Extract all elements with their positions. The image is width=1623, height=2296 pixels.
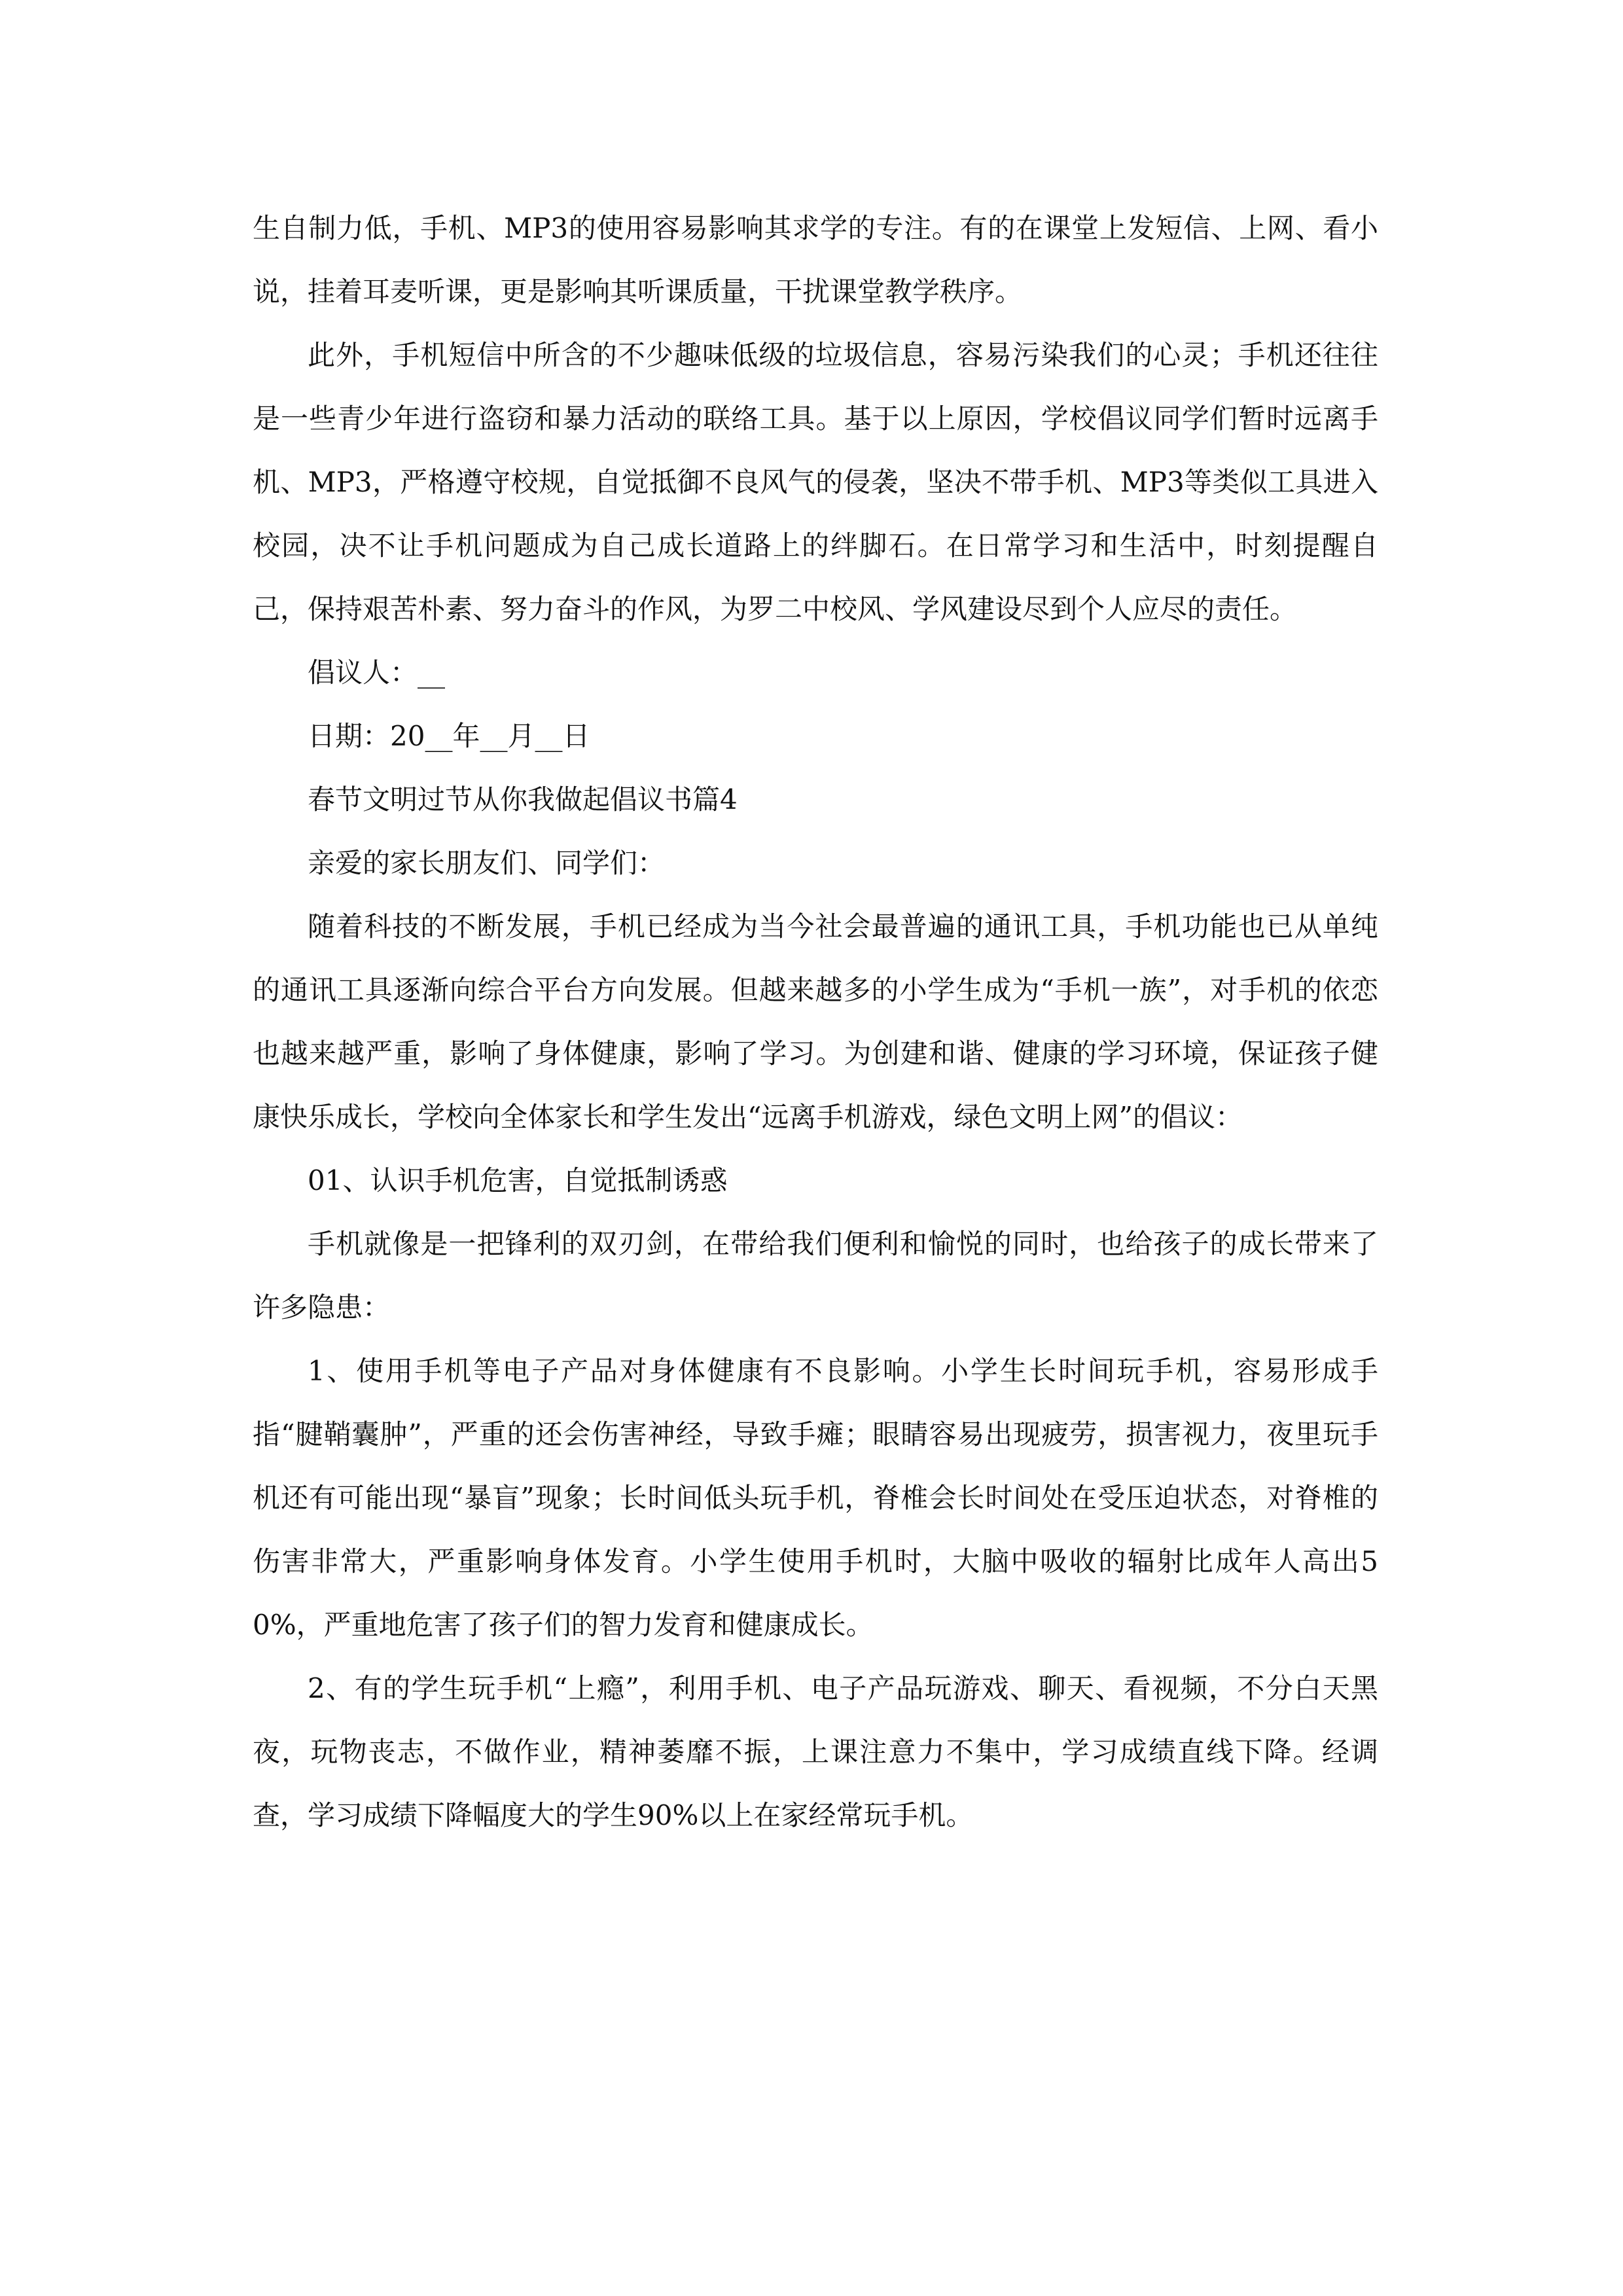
list-paragraph: 2、有的学生玩手机“上瘾”，利用手机、电子产品玩游戏、聊天、看视频，不分白天黑夜，玩物丧志，不做作业，精神萎靡不振，上课注意力不集中，学习成绩直线下降。经调查，学习成绩下降幅度大的学生90%以上在家经常玩手机。 — [253, 1672, 1378, 1831]
paragraph: 手机就像是一把锋利的双刃剑，在带给我们便利和愉悦的同时，也给孩子的成长带来了许多隐患： — [253, 1228, 1378, 1323]
salutation: 亲爱的家长朋友们、同学们： — [308, 847, 666, 879]
document-body — [253, 196, 1378, 1847]
subheading: 01、认识手机危害，自觉抵制诱惑 — [308, 1164, 728, 1196]
date-line: 日期：20__年__月__日 — [308, 720, 590, 752]
section-title: 春节文明过节从你我做起倡议书篇4 — [308, 783, 738, 816]
paragraph: 此外，手机短信中所含的不少趣味低级的垃圾信息，容易污染我们的心灵；手机还往往是一些青少年进行盗窃和暴力活动的联络工具。基于以上原因，学校倡议同学们暂时远离手机、MP3，严格遵守校规，自觉抵御不良风气的侵袭，坚决不带手机、MP3等类似工具进入校园，决不让手机问题成为自己成长道路上的绊脚石。在日常学习和生活中，时刻提醒自己，保持艰苦朴素、努力奋斗的作风，为罗二中校风、学风建设尽到个人应尽的责任。 — [253, 339, 1378, 625]
paragraph: 随着科技的不断发展，手机已经成为当今社会最普遍的通讯工具，手机功能也已从单纯的通讯工具逐渐向综合平台方向发展。但越来越多的小学生成为“手机一族”，对手机的依恋也越来越严重，影响了身体健康，影响了学习。为创建和谐、健康的学习环境，保证孩子健康快乐成长，学校向全体家长和学生发出“远离手机游戏，绿色文明上网”的倡议： — [253, 910, 1378, 1133]
list-paragraph: 1、使用手机等电子产品对身体健康有不良影响。小学生长时间玩手机，容易形成手指“腱鞘囊肿”，严重的还会伤害神经，导致手瘫；眼睛容易出现疲劳，损害视力，夜里玩手机还有可能出现“暴盲”现象；长时间低头玩手机，脊椎会长时间处在受压迫状态，对脊椎的伤害非常大，严重影响身体发育。小学生使用手机时，大脑中吸收的辐射比成年人高出50%，严重地危害了孩子们的智力发育和健康成长。 — [253, 1355, 1378, 1641]
proposer-line: 倡议人：__ — [308, 656, 446, 689]
paragraph-continued: 生自制力低，手机、MP3的使用容易影响其求学的专注。有的在课堂上发短信、上网、看小说，挂着耳麦听课，更是影响其听课质量，干扰课堂教学秩序。 — [253, 212, 1378, 308]
